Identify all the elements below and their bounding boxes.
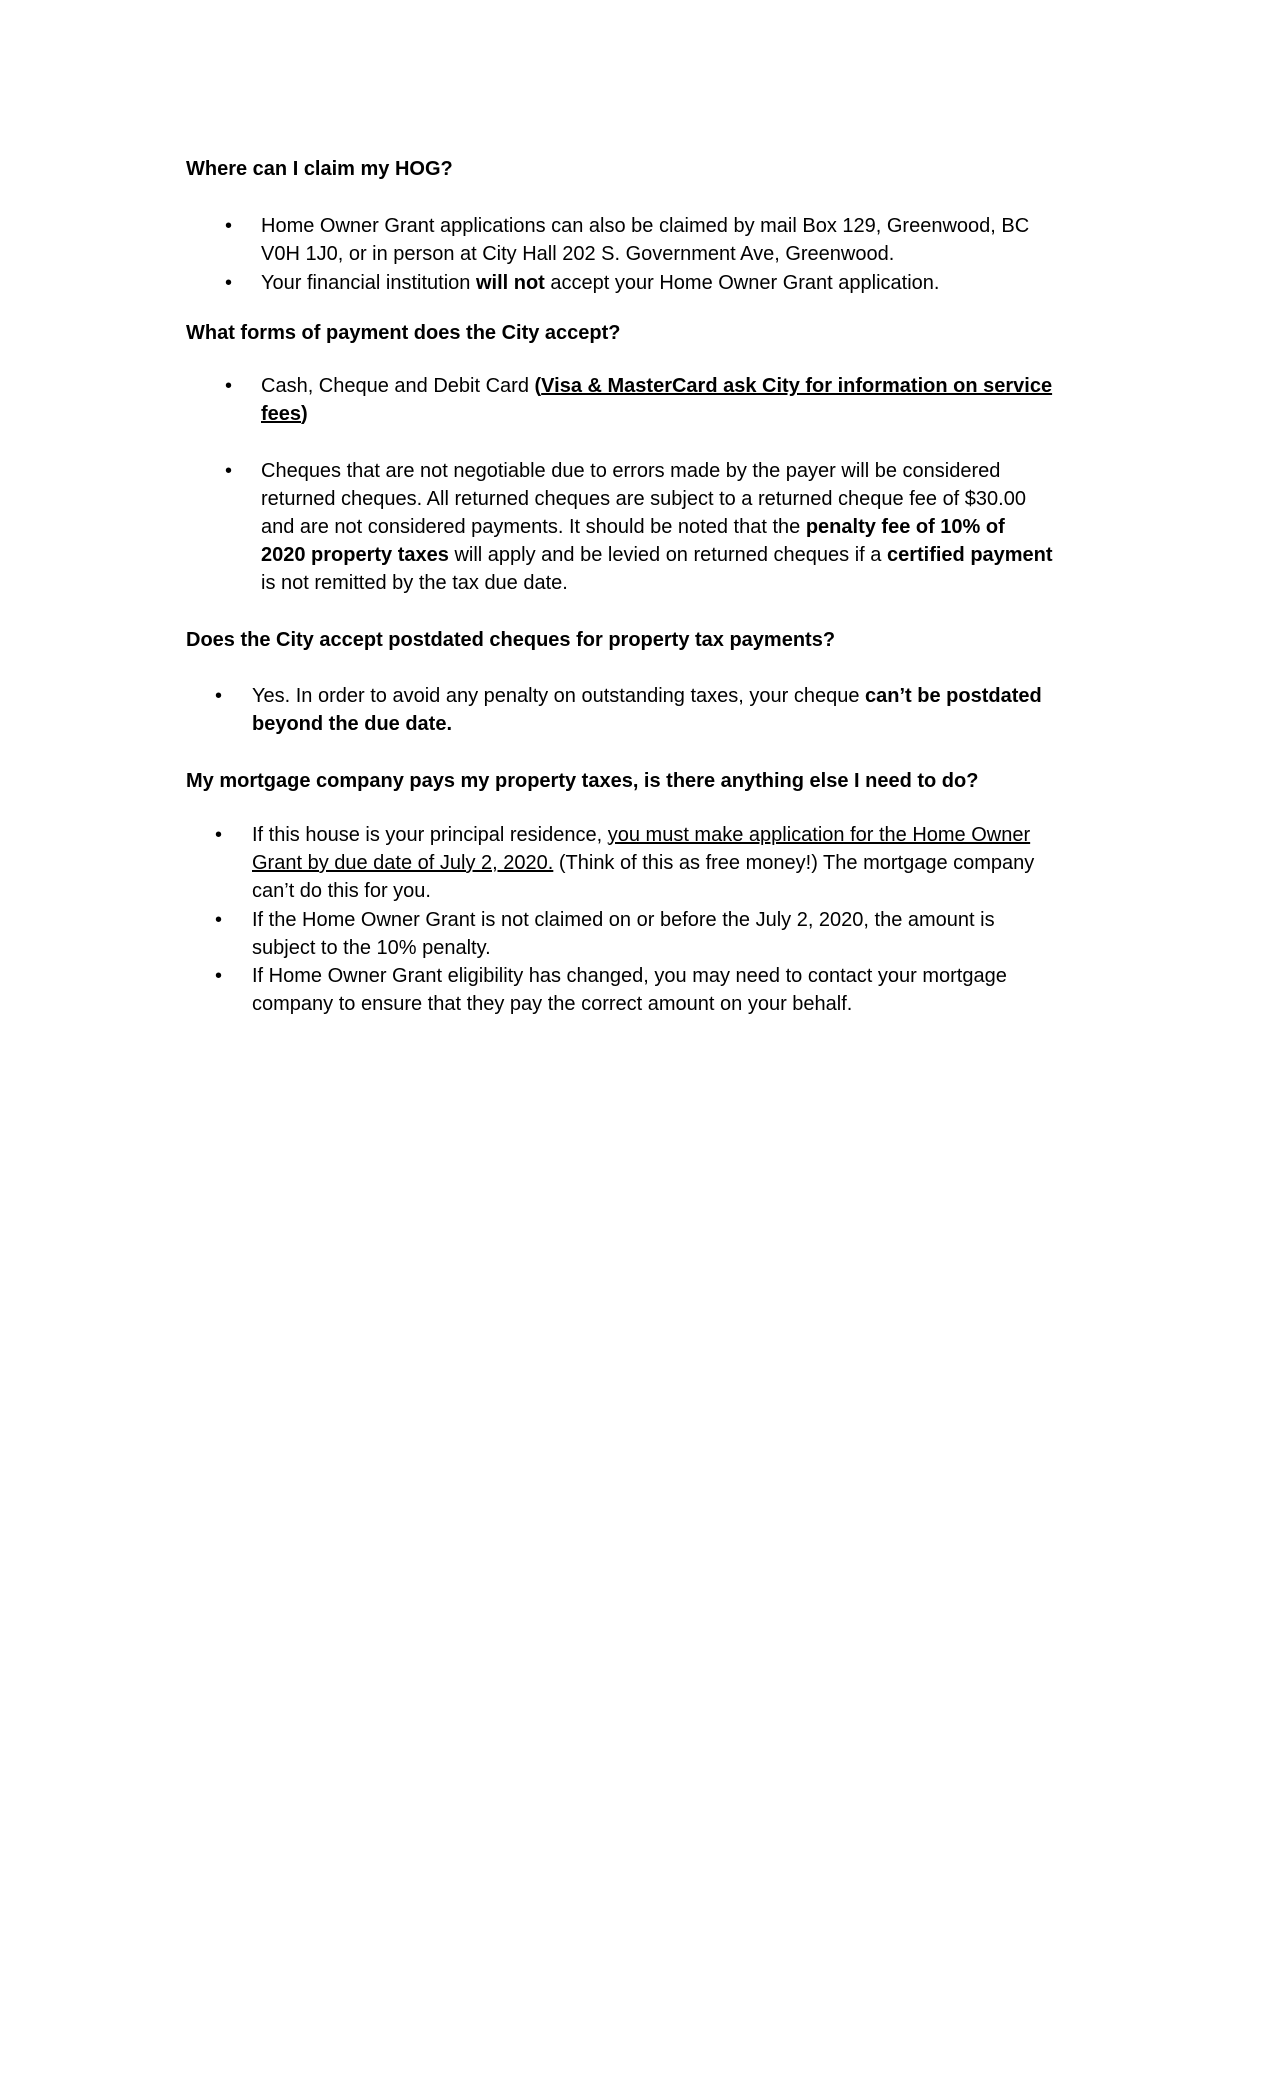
section-heading-mortgage-company: My mortgage company pays my property taxes, is there anything else I need to do?: [186, 770, 979, 792]
list-item-text: Cheques that are not negotiable due to errors made by the payer will be considered returned cheques. All returned cheques are subject to a returned cheque fee of $30.00 and are not considered payments. It should be noted that the penalty fee of 10% of 2020 property taxes will apply and be levied on returned cheques if a certified payment is not remitted by the tax due date.: [261, 460, 1053, 594]
section-heading-claim-hog: Where can I claim my HOG?: [186, 158, 453, 180]
list-item-postdated-answer: [215, 682, 1102, 738]
service-fees-link: Visa & MasterCard ask City for information on service: [541, 375, 1053, 397]
list-item-returned-cheques: [225, 457, 1101, 597]
bullet-icon: •: [225, 272, 233, 294]
bullet-icon: •: [215, 965, 223, 987]
list-item-principal-residence: [215, 821, 1102, 905]
bullet-icon: •: [225, 375, 233, 397]
list-item-text: Home Owner Grant applications can also be claimed by mail Box 129, Greenwood, BC V0H 1J0, or in person at City Hall 202 S. Government Ave, Greenwood.: [261, 215, 1030, 265]
bullet-icon: •: [225, 215, 233, 237]
list-item-text: Cash, Cheque and Debit Card (Visa & MasterCard ask City for information on service fees): [261, 375, 1053, 425]
bullet-icon: •: [225, 460, 233, 482]
list-item-text: Yes. In order to avoid any penalty on outstanding taxes, your cheque can’t be postdated beyond the due date.: [252, 685, 1042, 735]
list-item-grant-not-claimed: [215, 906, 1102, 962]
bullet-icon: •: [215, 824, 223, 846]
list-item-financial-institution: [225, 269, 1101, 297]
list-item-payment-methods: [225, 372, 1101, 428]
list-item-text: If this house is your principal residence, you must make application for the Home Owner Grant by due date of July 2, 2020. (Think of this as free money!) The mortgage company can’t do this for you.: [252, 824, 1035, 902]
list-item-text: Your financial institution will not accept your Home Owner Grant application.: [261, 272, 940, 294]
list-item-mail-claim: [225, 212, 1101, 268]
list-item-eligibility-changed: [215, 962, 1102, 1018]
bullet-icon: •: [215, 909, 223, 931]
bullet-icon: •: [215, 685, 223, 707]
section-heading-postdated-cheques: Does the City accept postdated cheques for property tax payments?: [186, 629, 836, 651]
section-heading-payment-forms: What forms of payment does the City accept?: [186, 322, 621, 344]
list-item-text: If the Home Owner Grant is not claimed on or before the July 2, 2020, the amount is subject to the 10% penalty.: [252, 909, 995, 959]
list-item-text: If Home Owner Grant eligibility has changed, you may need to contact your mortgage company to ensure that they pay the correct amount on your behalf.: [252, 965, 1007, 1015]
